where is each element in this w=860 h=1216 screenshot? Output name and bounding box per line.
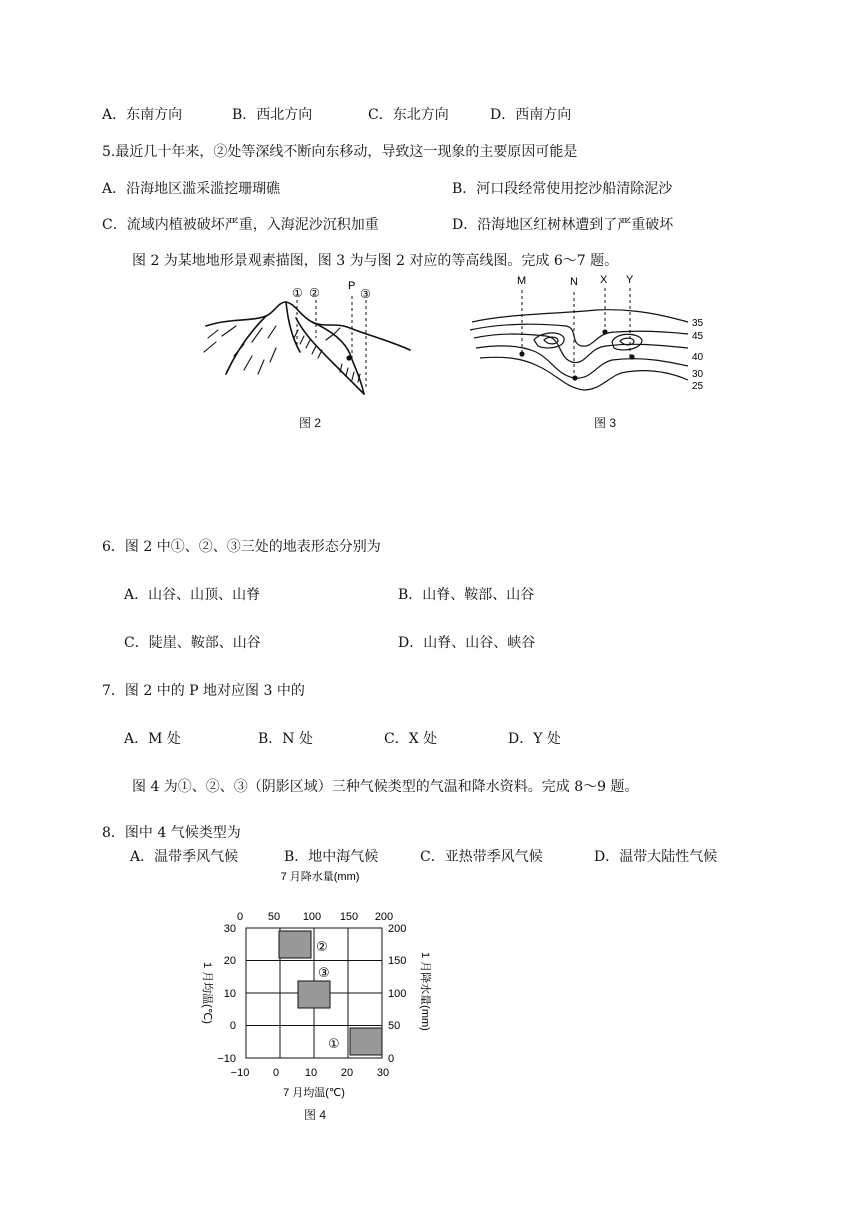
fig4-top-tick: 100 [302,911,322,923]
q5-option-c: C．流域内植被破坏严重，入海泥沙沉积加重 [102,217,379,233]
fig3-contour-40: 40 [692,352,704,363]
fig4-top-axis-label: 7 月降水量(mm) [280,871,360,883]
fig4-bottom-tick: 20 [340,1067,354,1079]
fig4-right-tick: 200 [388,923,407,935]
q7-option-c: C．X 处 [384,731,438,747]
q5-stem: 5.最近几十年来，②处等深线不断向东移动，导致这一现象的主要原因可能是 [102,144,578,160]
figure-3-contour-map [466,270,716,400]
fig3-caption: 图 3 [594,416,617,430]
q4-option-d: D．西南方向 [490,107,572,123]
fig4-bottom-axis-label: 7 月均温(℃) [283,1087,345,1099]
fig4-left-tick: 0 [229,1020,236,1032]
q7-option-b: B．N 处 [258,731,313,747]
fig2-label-3: ③ [360,287,371,301]
fig4-caption: 图 4 [304,1108,327,1122]
fig2-label-1: ① [292,286,303,300]
q4-option-a: A．东南方向 [102,107,183,123]
q8-option-a: A．温带季风气候 [130,849,239,865]
q8-stem: 8．图中 4 气候类型为 [102,825,241,841]
fig3-label-m: M [517,275,527,287]
fig4-region-2-shade [279,931,311,958]
fig4-bottom-tick: 0 [272,1067,280,1079]
q8-option-c: C．亚热带季风气候 [420,849,543,865]
q6-option-b: B．山脊、鞍部、山谷 [398,587,535,603]
fig4-right-tick: 100 [388,988,407,1000]
fig3-contour-25: 25 [692,381,704,392]
fig2-label-2: ② [309,286,320,300]
fig4-region-3-shade [298,981,330,1008]
fig4-bottom-tick: 30 [376,1067,390,1079]
intro-8-9: 图 4 为①、②、③（阴影区域）三种气候类型的气温和降水资料。完成 8～9 题。 [132,779,639,795]
fig4-top-tick: 0 [236,911,244,923]
fig4-top-tick: 200 [374,911,394,923]
q5-option-a: A．沿海地区滥采滥挖珊瑚礁 [102,181,281,197]
fig2-caption: 图 2 [299,416,322,430]
fig4-left-tick: 10 [223,988,236,1000]
fig4-left-tick: −10 [217,1053,236,1065]
q4-option-b: B．西北方向 [232,107,313,123]
fig2-label-p: P [348,280,356,292]
fig4-right-tick: 0 [388,1053,395,1065]
q6-option-c: C．陡崖、鞍部、山谷 [124,635,261,651]
fig4-right-tick: 50 [388,1020,401,1032]
q5-option-b: B．河口段经常使用挖沙船清除泥沙 [452,181,673,197]
q6-stem: 6．图 2 中①、②、③三处的地表形态分别为 [102,539,381,555]
q7-option-a: A．M 处 [124,731,181,747]
fig4-top-tick: 150 [339,911,359,923]
q6-option-d: D．山脊、山谷、峡谷 [398,635,536,651]
fig4-right-tick: 150 [388,955,407,967]
fig4-left-tick: 20 [223,955,236,967]
q6-option-a: A．山谷、山顶、山脊 [124,587,261,603]
intro-6-7: 图 2 为某地地形景观素描图，图 3 为与图 2 对应的等高线图。完成 6～7 题。 [132,253,619,269]
fig4-region-1-shade [350,1028,382,1055]
q7-option-d: D．Y 处 [508,731,561,747]
fig4-top-tick: 50 [267,911,281,923]
fig4-bottom-tick: −10 [230,1067,250,1079]
fig3-contour-30: 30 [692,369,704,380]
q7-stem: 7．图 2 中的 P 地对应图 3 中的 [102,683,305,699]
fig3-contour-45: 45 [692,331,704,342]
figure-4-climate-chart [190,862,450,1102]
q8-option-b: B．地中海气候 [284,849,379,865]
fig4-right-axis-label: 1 月降水量(mm) [419,952,431,1031]
fig4-region-label-3: ③ [318,965,330,980]
fig4-left-tick: 30 [223,923,236,935]
fig3-label-y: Y [626,274,634,286]
fig4-left-axis-label: 1 月均温(℃) [201,962,213,1024]
figure-2-sketch [200,278,420,403]
fig4-region-label-2: ② [316,939,328,954]
fig3-label-n: N [570,276,578,288]
fig4-bottom-tick: 10 [304,1067,318,1079]
fig4-region-label-1: ① [328,1036,340,1051]
q5-option-d: D．沿海地区红树林遭到了严重破坏 [452,217,674,233]
fig3-label-x: X [600,274,608,286]
q8-option-d: D．温带大陆性气候 [594,849,718,865]
fig3-contour-35: 35 [692,318,704,329]
q4-option-c: C．东北方向 [368,107,449,123]
